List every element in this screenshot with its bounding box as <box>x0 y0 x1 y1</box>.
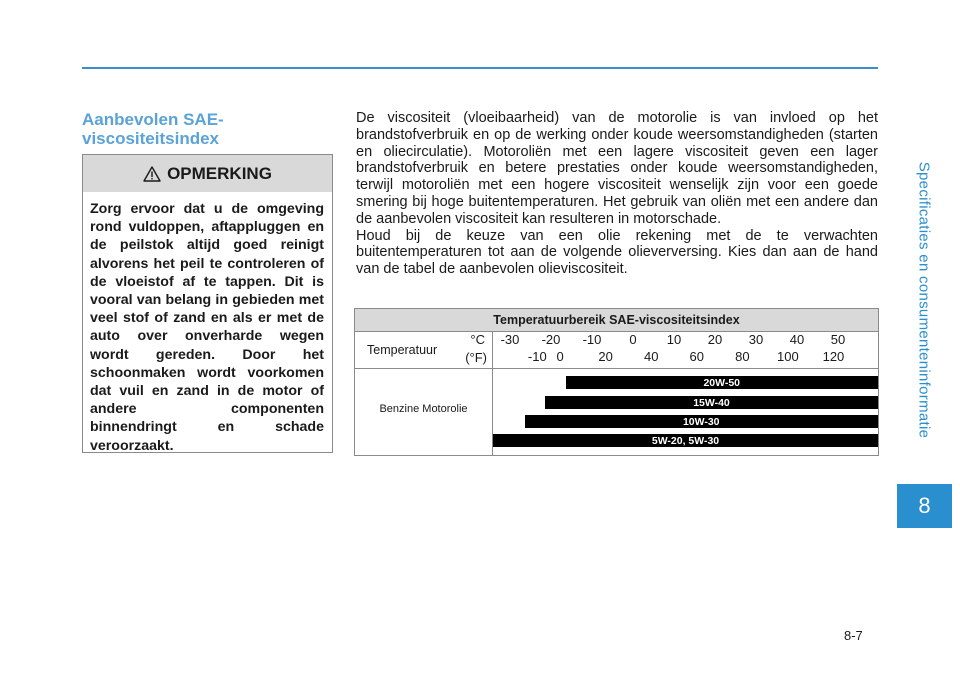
note-body: Zorg ervoor dat u de omgeving rond vuldoppen, aftappluggen en de peilstok altijd goed reinigt alvorens het peil te controleren of de vloeistof af te tappen. Dit is vooral van belang in gebieden met veel stof of zand en als er met de auto over onverharde wegen wordt gereden. Door het schoonmaken wordt voorkomen dat vuil en zand in de motor of andere componenten binnendringt en schade veroorzaakt. <box>90 201 324 454</box>
fuel-label: Benzine Motorolie <box>379 403 468 415</box>
section-title <box>82 110 322 148</box>
chapter-side-label <box>901 120 947 480</box>
fahrenheit-tick: 60 <box>689 349 704 364</box>
fahrenheit-tick: 80 <box>735 349 750 364</box>
grade-bar <box>566 376 879 389</box>
fuel-label-cell <box>355 369 493 455</box>
fahrenheit-tick: 40 <box>643 349 659 364</box>
chapter-side-label-text: Specificaties en consumenteninformatie <box>915 161 933 439</box>
note-box <box>82 154 333 453</box>
grade-bar <box>545 396 878 409</box>
grade-bar-label: 20W-50 <box>703 376 741 389</box>
grade-bar <box>493 434 878 447</box>
header-rule <box>82 67 878 69</box>
viscosity-table <box>354 308 879 456</box>
fahrenheit-tick: 0 <box>556 349 564 364</box>
fahrenheit-tick: 100 <box>777 349 799 364</box>
fahrenheit-unit: (°F) <box>465 350 487 365</box>
grade-bar <box>525 415 879 428</box>
intro-paragraph-2: Houd bij de keuze van een olie rekening met de te verwachten buitentemperaturen tot aan de volgende olieverversing. Kies dan aan de hand van de tabel de aanbevolen olieviscositeit. <box>356 227 878 278</box>
section-title-line-2: viscositeitsindex <box>82 129 220 148</box>
intro-text <box>356 110 878 278</box>
section-title-line-1: Aanbevolen SAE- <box>82 110 224 129</box>
page-number: 8-7 <box>844 628 863 643</box>
grade-bar-label: 5W-20, 5W-30 <box>651 434 720 447</box>
warning-triangle-icon <box>143 166 161 182</box>
celsius-tick: 0 <box>629 332 637 347</box>
celsius-tick: -10 <box>582 332 602 347</box>
celsius-tick: 50 <box>830 332 846 347</box>
chapter-number-tab[interactable]: 8 <box>897 484 952 528</box>
fahrenheit-tick: 120 <box>822 349 845 364</box>
celsius-tick: 10 <box>666 332 682 347</box>
fahrenheit-tick: 20 <box>598 349 613 364</box>
celsius-tick: 30 <box>748 332 764 347</box>
celsius-tick: 40 <box>789 332 805 347</box>
intro-paragraph-1: De viscositeit (vloeibaarheid) van de motorolie is van invloed op het brandstofverbruik en op de werking onder koude weersomstandigheden (starten en oliecirculatie). Motoroliën met een lagere viscositeit geven een lager brandstofverbruik en betere prestaties onder koude weersomstandigheden, terwijl motoroliën met een hogere viscositeit wenselijk zijn voor een goede smering bij hoge buitentemperaturen. Het gebruik van oliën met een andere dan de aanbevolen viscositeit kan resulteren in motorschade. <box>356 110 878 227</box>
note-title: OPMERKING <box>167 163 272 183</box>
table-title: Temperatuurbereik SAE-viscositeitsindex <box>355 309 878 332</box>
celsius-tick: 20 <box>707 332 723 347</box>
fahrenheit-tick: -10 <box>527 349 547 364</box>
temperature-label: Temperatuur <box>367 343 438 357</box>
grade-bar-label: 15W-40 <box>693 396 730 409</box>
celsius-unit: °C <box>470 332 485 347</box>
grade-bar-label: 10W-30 <box>682 415 720 428</box>
note-header <box>83 155 332 192</box>
celsius-tick: -30 <box>500 332 520 347</box>
celsius-tick: -20 <box>541 332 561 347</box>
temperature-label-cell <box>355 331 493 368</box>
